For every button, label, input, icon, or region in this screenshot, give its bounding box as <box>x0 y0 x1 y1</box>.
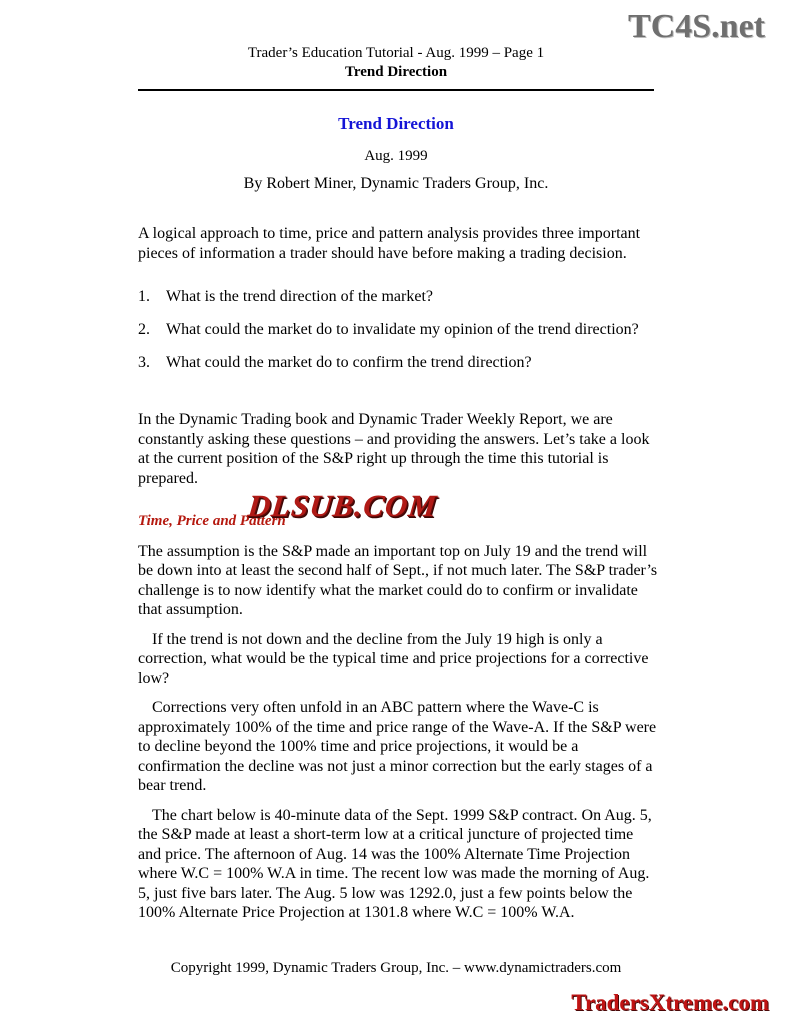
header-line-1: Trader’s Education Tutorial - Aug. 1999 – Page 1 <box>247 45 545 61</box>
body-paragraph-1: The assumption is the S&P made an important top on July 19 and the trend will be down into at least the second half of Sept., if not much later. The S&P trader’s challenge is to now identify what the market could do to confirm or invalidate that assumption. <box>138 542 658 618</box>
document-author: By Robert Miner, Dynamic Traders Group, Inc. <box>243 175 549 192</box>
list-item <box>138 353 658 372</box>
body-paragraph-4: The chart below is 40-minute data of the Sept. 1999 S&P contract. On Aug. 5, the S&P made at least a short-term low at a critical juncture of projected time and price. The afternoon of Aug. 14 was the 100% Alternate Time Projection where W.C = 100% W.A in time. The recent low was made the morning of Aug. 5, just five bars later. The Aug. 5 low was 1292.0, just a few points below the 100% Alternate Price Projection at 1301.8 where W.C = 100% W.A. <box>138 806 652 921</box>
list-item-label: What could the market do to invalidate my opinion of the trend direction? <box>166 321 639 338</box>
document-date: Aug. 1999 <box>364 148 428 164</box>
header-divider <box>138 89 654 91</box>
list-item <box>138 320 658 339</box>
page-title: Trend Direction <box>338 114 454 133</box>
document-body <box>138 224 658 923</box>
post-list-paragraph: In the Dynamic Trading book and Dynamic Trader Weekly Report, we are constantly asking these questions – and providing the answers. Let’s take a look at the current position of the S&P right up through the time this tutorial is prepared. <box>138 411 650 487</box>
list-item <box>138 287 658 306</box>
page-footer: Copyright 1999, Dynamic Traders Group, Inc. – www.dynamictraders.com <box>170 960 622 976</box>
list-item-number: 1. <box>138 288 150 305</box>
questions-list <box>138 287 658 372</box>
body-paragraph-2: If the trend is not down and the decline from the July 19 high is only a correction, what would be the typical time and price projections for a corrective low? <box>138 630 649 687</box>
intro-paragraph: A logical approach to time, price and pattern analysis provides three important pieces of information a trader should have before making a trading decision. <box>138 225 641 262</box>
watermark-tradersxtreme: TradersXtreme.com <box>571 990 769 1015</box>
watermark-dlsub: DLSUB.COM <box>246 488 439 523</box>
list-item-number: 3. <box>138 354 150 371</box>
list-item-label: What is the trend direction of the market? <box>166 288 434 305</box>
section-heading: Time, Price and Pattern <box>138 513 286 529</box>
list-item-label: What could the market do to confirm the trend direction? <box>166 354 532 371</box>
page-header <box>138 44 654 82</box>
header-line-2: Trend Direction <box>344 64 448 80</box>
watermark-tc4s: TC4S.net <box>628 8 765 45</box>
list-item-number: 2. <box>138 321 150 338</box>
body-paragraph-3: Corrections very often unfold in an ABC pattern where the Wave-C is approximately 100% of the time and price range of the Wave-A. If the S&P were to decline beyond the 100% time and price projections, it would be a confirmation the decline was not just a minor correction but the early stages of a bear trend. <box>138 699 657 794</box>
